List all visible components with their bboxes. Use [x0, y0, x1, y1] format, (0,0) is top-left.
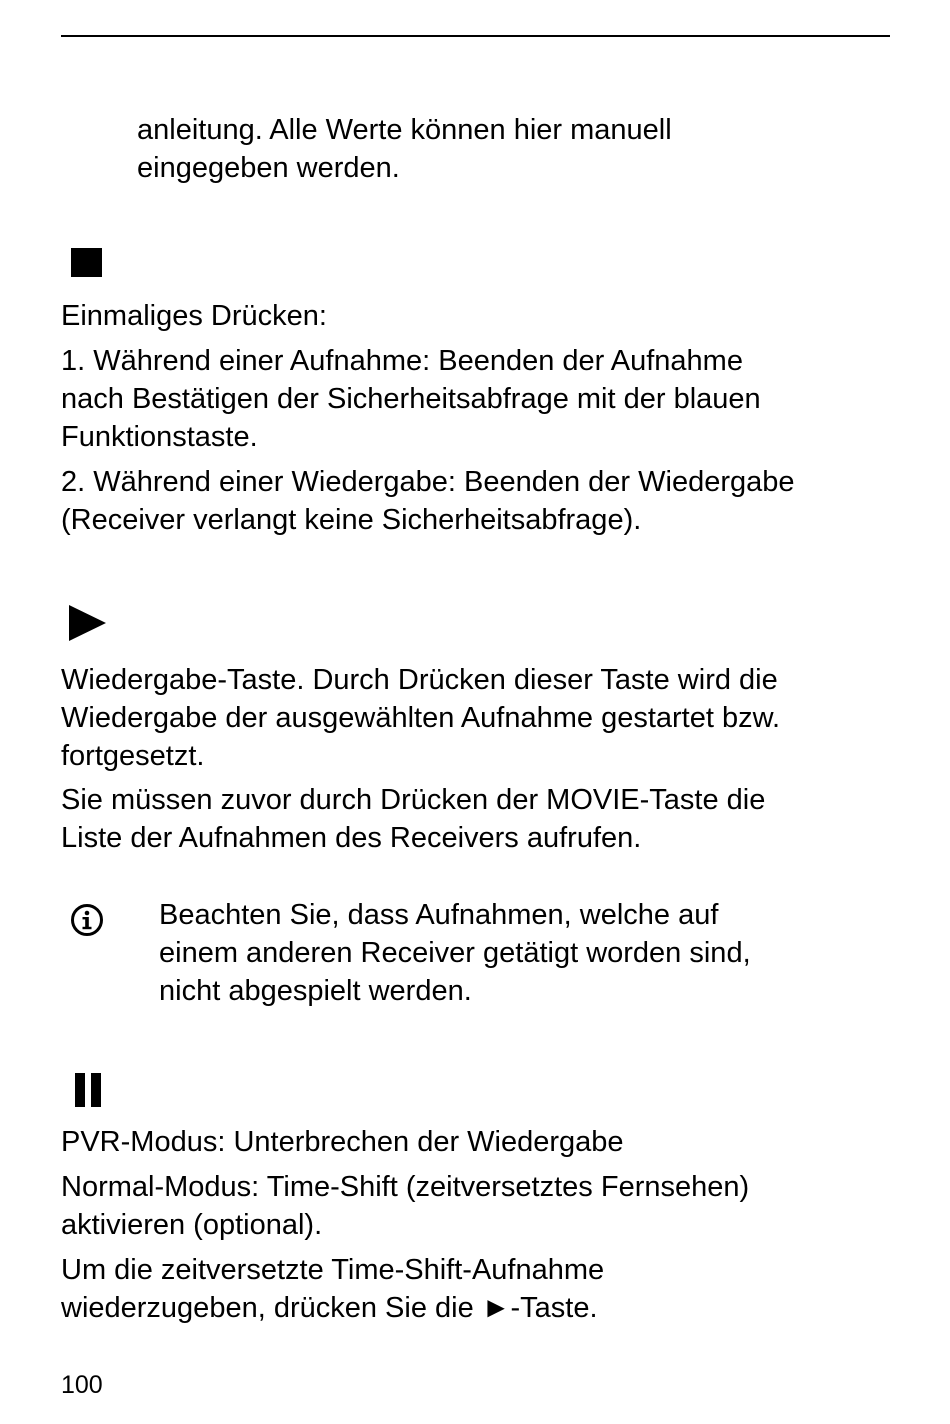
pause-pvr-mode: PVR-Modus: Unterbrechen der Wiedergabe: [61, 1126, 624, 1158]
page-number: 100: [61, 1371, 103, 1399]
info-note: [159, 896, 751, 1010]
pause-normal-mode: [61, 1168, 749, 1244]
text-line: wiederzugeben, drücken Sie die ►-Taste.: [61, 1292, 598, 1324]
text-line: einem anderen Receiver getätigt worden sind,: [159, 937, 751, 969]
text-line: Um die zeitversetzte Time-Shift-Aufnahme: [61, 1254, 605, 1286]
text-line: anleitung. Alle Werte können hier manuell: [137, 114, 672, 146]
stop-intro: Einmaliges Drücken:: [61, 300, 327, 332]
text-line: nach Bestätigen der Sicherheitsabfrage mit der blauen: [61, 383, 761, 415]
text-line: aktivieren (optional).: [61, 1209, 323, 1241]
info-icon: [70, 903, 104, 937]
pause-timeshift-playback: [61, 1251, 604, 1327]
play-description: [61, 661, 780, 775]
stop-item-playback: [61, 463, 795, 539]
text-line: Funktionstaste.: [61, 421, 258, 453]
play-icon: [69, 605, 106, 641]
text-line: Normal-Modus: Time-Shift (zeitversetztes Fernsehen): [61, 1171, 750, 1203]
pause-icon: [75, 1073, 101, 1107]
text-line: fortgesetzt.: [61, 740, 205, 772]
stop-item-recording: [61, 342, 761, 456]
stop-icon: [71, 248, 102, 277]
text-line: eingegeben werden.: [137, 152, 400, 184]
text-line: Beachten Sie, dass Aufnahmen, welche auf: [159, 899, 719, 931]
text-line: Sie müssen zuvor durch Drücken der MOVIE-Taste die: [61, 784, 766, 816]
text-line: (Receiver verlangt keine Sicherheitsabfrage).: [61, 504, 642, 536]
text-line: Liste der Aufnahmen des Receivers aufrufen.: [61, 822, 642, 854]
text-line: Wiedergabe-Taste. Durch Drücken dieser Taste wird die: [61, 664, 778, 696]
header-rule: [61, 35, 890, 37]
text-line: Wiedergabe der ausgewählten Aufnahme gestartet bzw.: [61, 702, 781, 734]
text-line: 1. Während einer Aufnahme: Beenden der Aufnahme: [61, 345, 743, 377]
continuation-paragraph: [137, 111, 672, 187]
text-line: nicht abgespielt werden.: [159, 975, 472, 1007]
play-prerequisite: [61, 781, 765, 857]
text-line: 2. Während einer Wiedergabe: Beenden der Wiedergabe: [61, 466, 795, 498]
